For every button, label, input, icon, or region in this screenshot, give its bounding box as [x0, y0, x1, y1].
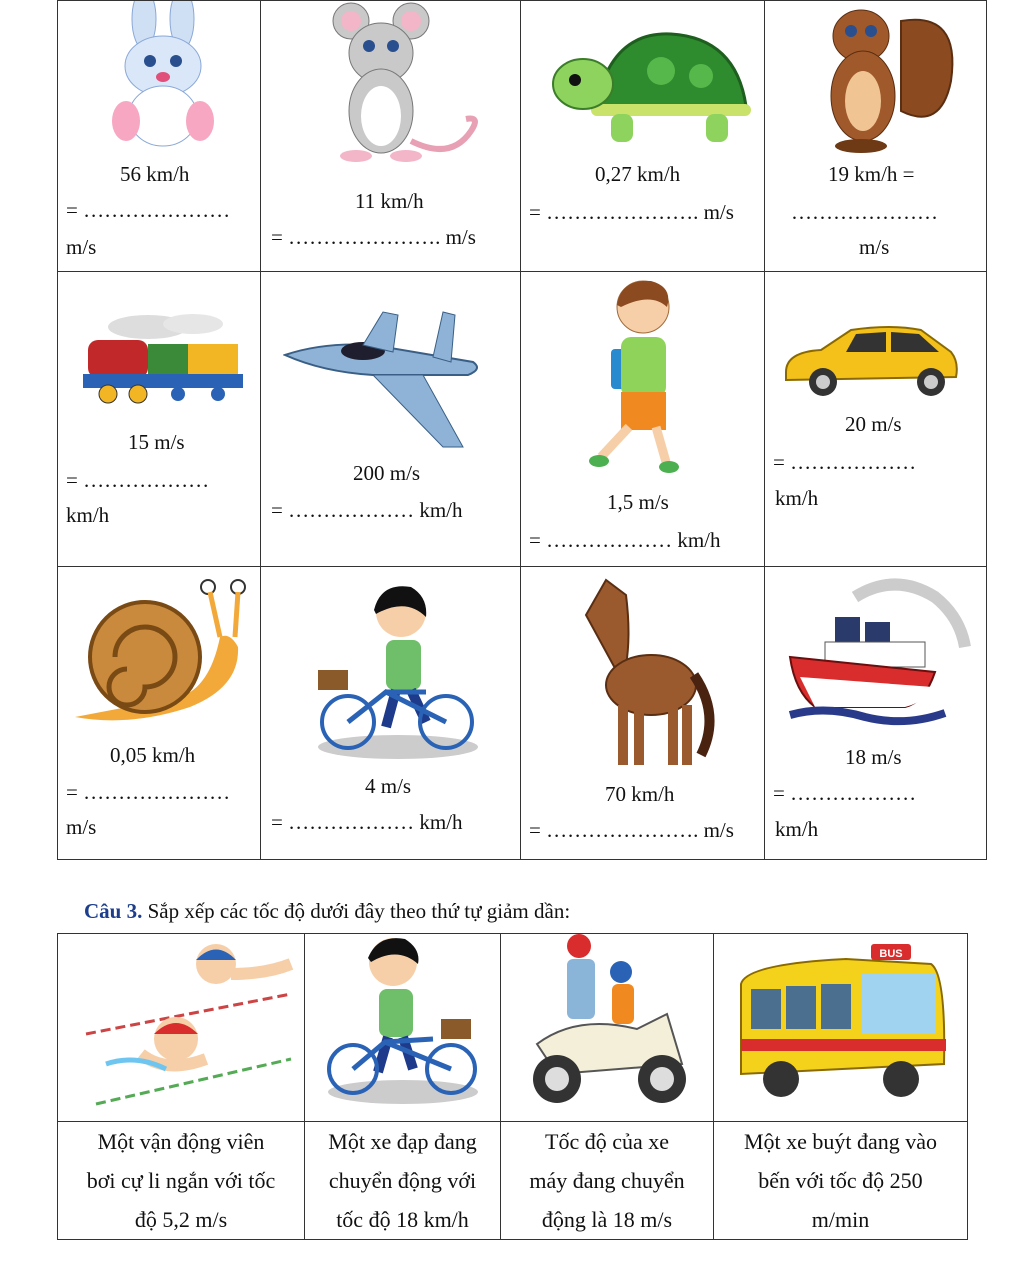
- ship-illustration: [785, 577, 975, 727]
- bus-sign: BUS: [878, 948, 903, 960]
- cell-bus-image: [714, 934, 968, 1122]
- cell-motorbike-image: [501, 934, 714, 1122]
- motorbike-line-2: máy đang chuyển: [529, 1168, 685, 1193]
- cell-walking-boy: [521, 272, 765, 567]
- squirrel-illustration: [801, 1, 961, 156]
- rabbit-speed: 56 km/h: [120, 162, 190, 186]
- question-3-label: Câu 3.: [84, 899, 143, 923]
- squirrel-speed: 19 km/h =: [828, 162, 915, 186]
- ship-speed: 18 m/s: [845, 745, 902, 769]
- ship-unit: km/h: [775, 817, 819, 841]
- cell-car: [765, 272, 987, 567]
- bicycle-illustration: [323, 934, 483, 1109]
- swimmers-line-1: Một vận động viên: [97, 1129, 265, 1154]
- speed-conversion-grid: [57, 0, 987, 860]
- question-3-heading: [84, 899, 570, 924]
- cell-snail: [58, 567, 261, 860]
- cell-ship: [765, 567, 987, 860]
- bicycle-line-1: Một xe đạp đang: [328, 1129, 477, 1154]
- swimmers-line-3: độ 5,2 m/s: [134, 1207, 228, 1232]
- squirrel-answer-line[interactable]: …………………: [791, 200, 938, 224]
- bus-illustration: [726, 934, 956, 1109]
- horse-illustration: [576, 575, 716, 775]
- car-answer-line[interactable]: = ………………: [773, 450, 917, 474]
- speed-comparison-table: [57, 933, 968, 1240]
- train-illustration: [78, 312, 248, 412]
- bus-line-2: bến với tốc độ 250: [758, 1168, 923, 1193]
- cell-swimmers-text: [58, 1122, 305, 1240]
- mouse-speed: 11 km/h: [355, 189, 424, 213]
- question-3-text: Sắp xếp các tốc độ dưới đây theo thứ tự giảm dần:: [147, 899, 571, 923]
- cell-bus-text: [714, 1122, 968, 1240]
- walking-boy-speed: 1,5 m/s: [607, 490, 669, 514]
- cell-turtle: [521, 1, 765, 272]
- snail-answer-line[interactable]: = …………………: [66, 780, 231, 804]
- turtle-answer-line[interactable]: = …………………. m/s: [529, 200, 734, 224]
- motorbike-line-1: Tốc độ của xe: [545, 1129, 669, 1154]
- cell-motorbike-text: [501, 1122, 714, 1240]
- cell-jet: [261, 272, 521, 567]
- train-unit: km/h: [66, 503, 110, 527]
- car-speed: 20 m/s: [845, 412, 902, 436]
- squirrel-unit: m/s: [859, 235, 890, 259]
- mouse-answer-line[interactable]: = …………………. m/s: [271, 225, 476, 249]
- car-unit: km/h: [775, 486, 819, 510]
- bus-line-3: m/min: [811, 1207, 870, 1232]
- bicycle-line-2: chuyển động với: [328, 1168, 477, 1193]
- horse-answer-line[interactable]: = …………………. m/s: [529, 818, 734, 842]
- cell-rabbit: [58, 1, 261, 272]
- cell-train: [58, 272, 261, 567]
- rabbit-answer-line[interactable]: = …………………: [66, 198, 231, 222]
- cell-swimmers-image: [58, 934, 305, 1122]
- jet-illustration: [283, 307, 503, 457]
- walking-boy-answer-line[interactable]: = ……………… km/h: [529, 528, 721, 552]
- horse-speed: 70 km/h: [605, 782, 675, 806]
- cyclist-illustration: [316, 582, 481, 762]
- jet-speed: 200 m/s: [353, 461, 421, 485]
- turtle-speed: 0,27 km/h: [595, 162, 681, 186]
- cell-bicycle-image: [305, 934, 501, 1122]
- car-illustration: [781, 322, 961, 402]
- motorbike-line-3: động là 18 m/s: [541, 1207, 673, 1232]
- cyclist-speed: 4 m/s: [365, 774, 412, 798]
- snail-speed: 0,05 km/h: [110, 743, 196, 767]
- motorbike-illustration: [517, 934, 697, 1109]
- rabbit-illustration: [96, 1, 226, 151]
- mouse-illustration: [301, 1, 491, 171]
- cell-horse: [521, 567, 765, 860]
- cell-squirrel: [765, 1, 987, 272]
- ship-answer-line[interactable]: = ………………: [773, 781, 917, 805]
- train-speed: 15 m/s: [128, 430, 185, 454]
- snail-unit: m/s: [66, 815, 97, 839]
- rabbit-unit: m/s: [66, 235, 97, 259]
- bus-line-1: Một xe buýt đang vào: [743, 1129, 938, 1154]
- swimmers-illustration: [66, 934, 296, 1109]
- bicycle-line-3: tốc độ 18 km/h: [336, 1207, 469, 1232]
- cyclist-answer-line[interactable]: = ……………… km/h: [271, 810, 463, 834]
- snail-illustration: [70, 577, 255, 732]
- jet-answer-line[interactable]: = ……………… km/h: [271, 498, 463, 522]
- swimmers-line-2: bơi cự li ngắn với tốc: [86, 1168, 276, 1193]
- train-answer-line[interactable]: = ………………: [66, 468, 210, 492]
- walking-boy-illustration: [581, 277, 701, 482]
- cell-cyclist: [261, 567, 521, 860]
- cell-mouse: [261, 1, 521, 272]
- cell-bicycle-text: [305, 1122, 501, 1240]
- turtle-illustration: [541, 26, 751, 156]
